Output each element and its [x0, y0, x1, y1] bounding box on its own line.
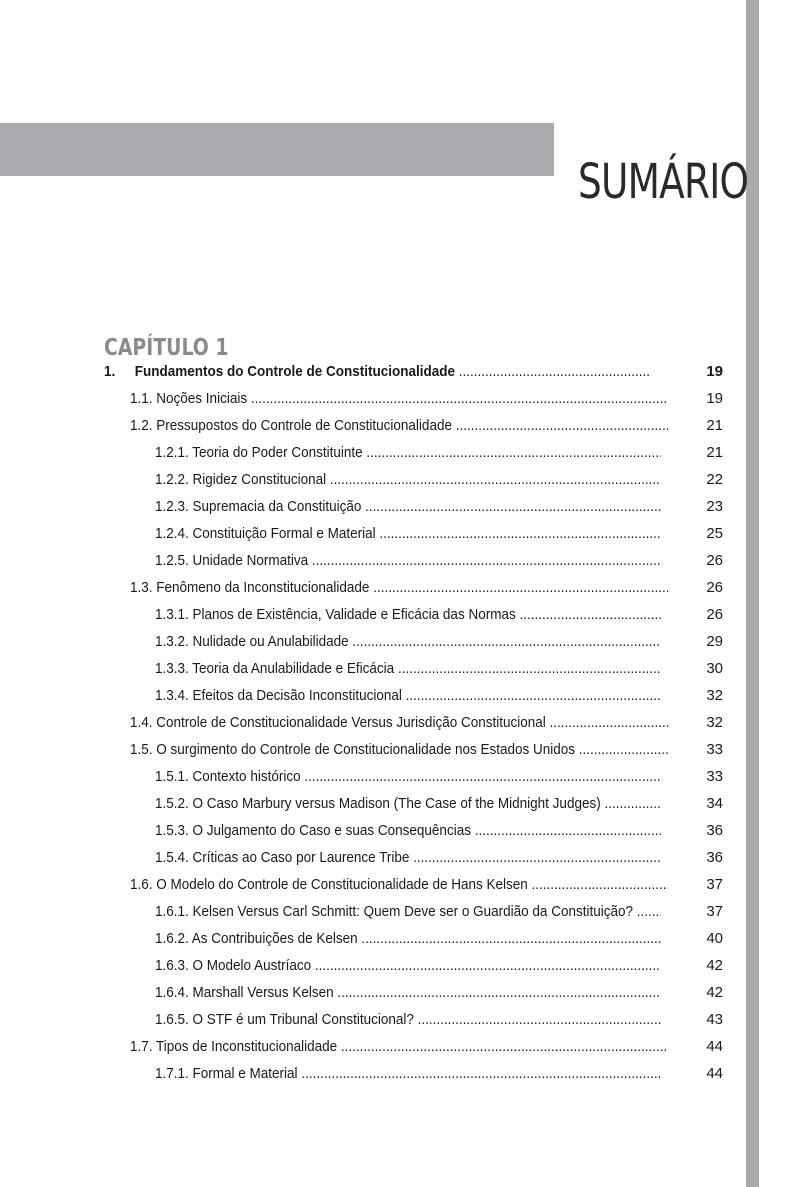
- entry-number: 1.5.4.: [155, 849, 189, 866]
- toc-entry[interactable]: [0, 871, 800, 898]
- entry-text: Teoria da Anulabilidade e Eficácia: [192, 660, 395, 677]
- toc-entry[interactable]: [0, 547, 800, 574]
- entry-page-number: 37: [706, 903, 723, 920]
- toc-entry[interactable]: [0, 790, 800, 817]
- entry-page-number: 26: [706, 552, 723, 569]
- entry-label: [130, 871, 677, 898]
- entry-number: 1.6.4.: [155, 984, 189, 1001]
- entry-page-number: 25: [706, 525, 723, 542]
- entry-page-number: 42: [706, 957, 723, 974]
- page-title: SUMÁRIO: [578, 154, 749, 211]
- entry-label: [130, 736, 677, 763]
- entry-label: [155, 925, 661, 952]
- entry-text: Unidade Normativa: [192, 552, 309, 569]
- entry-number: 1.2.3.: [155, 498, 189, 515]
- entry-text: Efeitos da Decisão Inconstitucional: [192, 687, 402, 704]
- entry-text: Constituição Formal e Material: [192, 525, 376, 542]
- toc-entry[interactable]: [0, 817, 800, 844]
- entry-label: [155, 493, 661, 520]
- entry-text: O surgimento do Controle de Constitucionalidade nos Estados Unidos: [156, 741, 576, 758]
- entry-page-number: 43: [706, 1011, 723, 1028]
- entry-text: Noções Iniciais: [156, 390, 248, 407]
- entry-page-number: 19: [706, 390, 723, 407]
- toc-entry[interactable]: [0, 466, 800, 493]
- entry-text: Kelsen Versus Carl Schmitt: Quem Deve ser o Guardião da Constituição?: [192, 903, 633, 920]
- toc-entry[interactable]: [0, 925, 800, 952]
- title-band: [0, 123, 554, 176]
- toc-entry[interactable]: [0, 682, 800, 709]
- toc-entry[interactable]: [0, 952, 800, 979]
- entry-page-number: 42: [706, 984, 723, 1001]
- entry-text: Nulidade ou Anulabilidade: [192, 633, 349, 650]
- entry-text: Rigidez Constitucional: [192, 471, 327, 488]
- entry-label: [155, 790, 661, 817]
- entry-label: [155, 1060, 661, 1087]
- entry-label: [130, 709, 677, 736]
- entry-text: Planos de Existência, Validade e Eficácia das Normas: [192, 606, 516, 623]
- entry-label: [155, 898, 661, 925]
- entry-text: O STF é um Tribunal Constitucional?: [192, 1011, 414, 1028]
- entry-text: Contexto histórico: [192, 768, 301, 785]
- entry-label: [155, 439, 661, 466]
- entry-page-number: 21: [706, 417, 723, 434]
- entry-page-number: 29: [706, 633, 723, 650]
- entry-number: 1.5.3.: [155, 822, 189, 839]
- toc-entry[interactable]: [0, 736, 800, 763]
- entry-text: Pressupostos do Controle de Constitucionalidade: [156, 417, 452, 434]
- toc-entry[interactable]: [0, 574, 800, 601]
- entry-text: Supremacia da Constituição: [192, 498, 362, 515]
- entry-page-number: 44: [706, 1038, 723, 1055]
- entry-text: O Modelo Austríaco: [192, 957, 312, 974]
- entry-label: [155, 817, 661, 844]
- toc-entry[interactable]: [0, 979, 800, 1006]
- entry-number: 1.5.2.: [155, 795, 189, 812]
- entry-number: 1.2.5.: [155, 552, 189, 569]
- entry-number: 1.7.1.: [155, 1065, 189, 1082]
- entry-page-number: 40: [706, 930, 723, 947]
- entry-page-number: 36: [706, 822, 723, 839]
- toc-entry[interactable]: [0, 898, 800, 925]
- toc-entry[interactable]: [0, 844, 800, 871]
- entry-number: 1.6.3.: [155, 957, 189, 974]
- entry-label: [155, 466, 661, 493]
- toc-entry[interactable]: [0, 412, 800, 439]
- toc-entry[interactable]: [0, 439, 800, 466]
- entry-label: [155, 682, 661, 709]
- entry-page-number: 23: [706, 498, 723, 515]
- entry-label: [155, 952, 661, 979]
- entry-page-number: 26: [706, 579, 723, 596]
- entry-label: [130, 412, 677, 439]
- entry-text: O Caso Marbury versus Madison (The Case of the Midnight Judges): [192, 795, 601, 812]
- entry-label: [130, 385, 677, 412]
- entry-number: 1.3.4.: [155, 687, 189, 704]
- entry-page-number: 33: [706, 768, 723, 785]
- entry-page-number: 21: [706, 444, 723, 461]
- entry-text: Controle de Constitucionalidade Versus Jurisdição Constitucional: [156, 714, 546, 731]
- toc-entry[interactable]: [0, 1060, 800, 1087]
- table-of-contents: [0, 358, 800, 1087]
- entry-page-number: 30: [706, 660, 723, 677]
- toc-entry[interactable]: [0, 385, 800, 412]
- entry-label: [155, 979, 661, 1006]
- entry-number: 1.5.1.: [155, 768, 189, 785]
- entry-number: 1.5.: [130, 741, 153, 758]
- entry-label: [155, 520, 661, 547]
- entry-page-number: 19: [706, 363, 723, 380]
- entry-number: 1.2.: [130, 417, 153, 434]
- toc-entry[interactable]: [0, 493, 800, 520]
- toc-entry[interactable]: [0, 655, 800, 682]
- entry-number: 1.3.: [130, 579, 153, 596]
- toc-entry[interactable]: [0, 520, 800, 547]
- entry-number: 1.2.2.: [155, 471, 189, 488]
- entry-number: 1.4.: [130, 714, 153, 731]
- entry-number: 1.6.2.: [155, 930, 189, 947]
- entry-page-number: 22: [706, 471, 723, 488]
- entry-number: 1.7.: [130, 1038, 153, 1055]
- entry-number: 1.3.2.: [155, 633, 189, 650]
- entry-label: [155, 547, 661, 574]
- entry-number: 1.3.1.: [155, 606, 189, 623]
- entry-page-number: 37: [706, 876, 723, 893]
- entry-label: [155, 601, 661, 628]
- entry-label: [155, 763, 661, 790]
- entry-label: [130, 1033, 677, 1060]
- toc-entry[interactable]: [0, 358, 800, 385]
- entry-label: [155, 655, 661, 682]
- entry-number: 1.6.: [130, 876, 153, 893]
- entry-number: 1.3.3.: [155, 660, 189, 677]
- toc-entry[interactable]: [0, 1033, 800, 1060]
- entry-number: 1.2.1.: [155, 444, 189, 461]
- entry-label: [155, 628, 661, 655]
- entry-page-number: 26: [706, 606, 723, 623]
- entry-page-number: 33: [706, 741, 723, 758]
- entry-page-number: 32: [706, 714, 723, 731]
- entry-text: Formal e Material: [192, 1065, 298, 1082]
- entry-label: [155, 844, 661, 871]
- entry-label: [130, 574, 677, 601]
- entry-number: 1.6.5.: [155, 1011, 189, 1028]
- entry-text: O Julgamento do Caso e suas Consequências: [192, 822, 471, 839]
- entry-text: Marshall Versus Kelsen: [192, 984, 334, 1001]
- entry-number: 1.6.1.: [155, 903, 189, 920]
- entry-text: Teoria do Poder Constituinte: [192, 444, 363, 461]
- entry-number: 1.: [104, 363, 116, 380]
- entry-number: 1.1.: [130, 390, 153, 407]
- chapter-heading: CAPÍTULO 1: [104, 335, 229, 361]
- toc-entry[interactable]: [0, 601, 800, 628]
- entry-text: Tipos de Inconstitucionalidade: [156, 1038, 338, 1055]
- entry-text: O Modelo do Controle de Constitucionalidade de Hans Kelsen: [156, 876, 528, 893]
- toc-entry[interactable]: [0, 1006, 800, 1033]
- entry-number: 1.2.4.: [155, 525, 189, 542]
- entry-page-number: 44: [706, 1065, 723, 1082]
- entry-label: [155, 1006, 661, 1033]
- entry-page-number: 34: [706, 795, 723, 812]
- toc-entry[interactable]: [0, 628, 800, 655]
- entry-text: As Contribuições de Kelsen: [191, 930, 358, 947]
- entry-page-number: 36: [706, 849, 723, 866]
- entry-label: [104, 358, 651, 385]
- entry-text: Fundamentos do Controle de Constitucionalidade: [134, 363, 456, 380]
- toc-entry[interactable]: [0, 709, 800, 736]
- toc-entry[interactable]: [0, 763, 800, 790]
- entry-page-number: 32: [706, 687, 723, 704]
- entry-text: Fenômeno da Inconstitucionalidade: [156, 579, 370, 596]
- entry-text: Críticas ao Caso por Laurence Tribe: [192, 849, 410, 866]
